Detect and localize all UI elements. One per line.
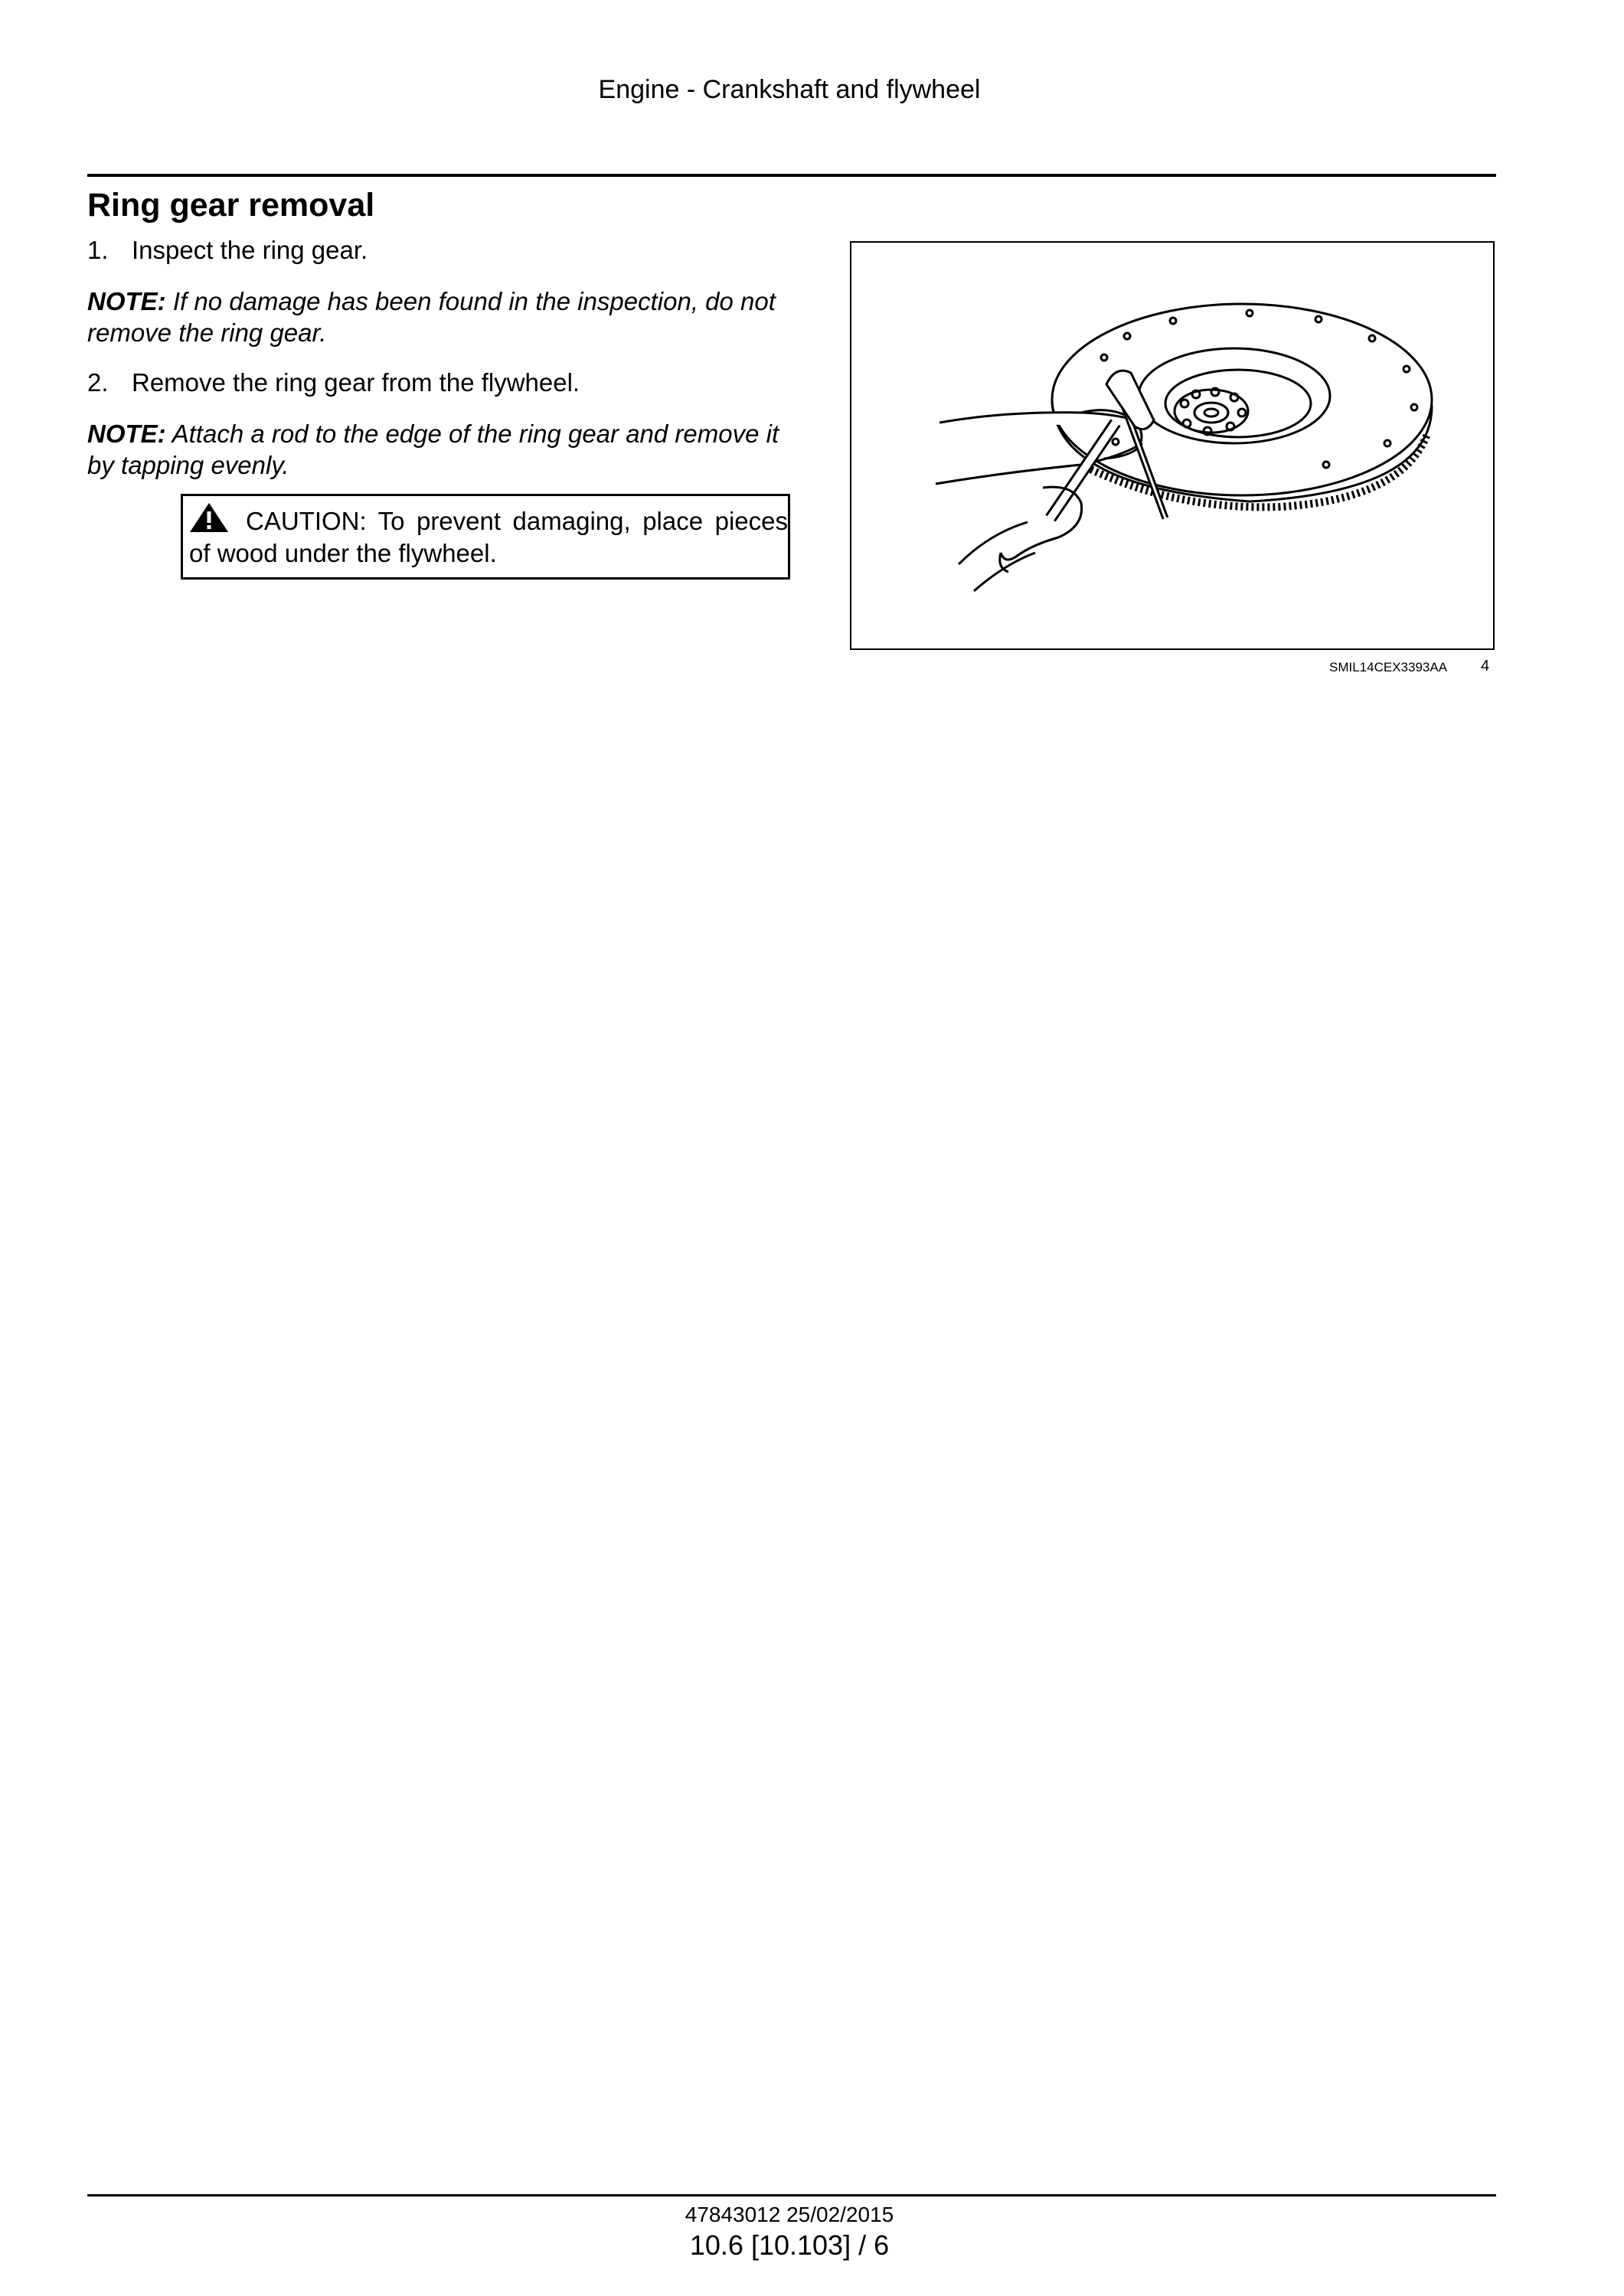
caution-text: CAUTION: To prevent damaging, place pieces of wood under the flywheel. bbox=[189, 507, 788, 567]
figure-frame bbox=[850, 241, 1495, 650]
step-number: 2. bbox=[87, 368, 109, 397]
page-header-title: Engine - Crankshaft and flywheel bbox=[598, 75, 981, 104]
footer-rule bbox=[87, 2194, 1496, 2196]
figure-id: SMIL14CEX3393AA bbox=[1329, 660, 1448, 674]
warning-triangle-icon bbox=[189, 502, 229, 533]
ring-gear-removal-illustration bbox=[851, 243, 1496, 652]
footer-document-number: 47843012 25/02/2015 bbox=[685, 2203, 894, 2226]
step-text: Remove the ring gear from the flywheel. bbox=[132, 368, 580, 397]
note bbox=[87, 418, 790, 481]
caution-box bbox=[181, 494, 790, 580]
note-label: NOTE: bbox=[87, 420, 166, 448]
header-rule bbox=[87, 174, 1496, 177]
step-item bbox=[87, 368, 580, 397]
step-number: 1. bbox=[87, 236, 109, 264]
note-text: Attach a rod to the edge of the ring gear and remove it by tapping evenly. bbox=[87, 420, 779, 479]
footer-page-number: 10.6 [10.103] / 6 bbox=[689, 2229, 890, 2261]
note-label: NOTE: bbox=[87, 287, 166, 315]
step-item bbox=[87, 236, 368, 265]
note bbox=[87, 286, 790, 348]
step-text: Inspect the ring gear. bbox=[132, 236, 368, 264]
section-title: Ring gear removal bbox=[87, 187, 375, 224]
note-text: If no damage has been found in the inspection, do not remove the ring gear. bbox=[87, 287, 776, 347]
figure-number: 4 bbox=[1481, 658, 1490, 674]
